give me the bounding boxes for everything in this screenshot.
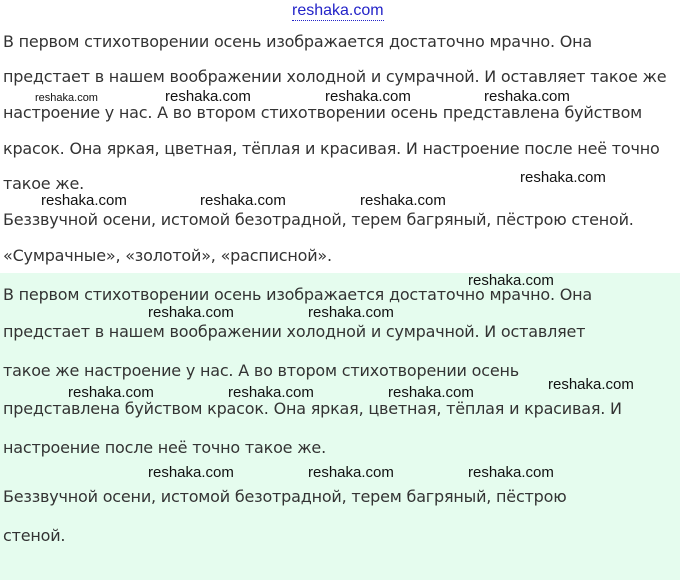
answer-block-1	[0, 0, 680, 273]
site-link[interactable]: reshaka.com	[292, 2, 384, 19]
watermark: reshaka.com	[308, 464, 394, 481]
answer-1-line-5: такое же.	[3, 174, 85, 193]
watermark: reshaka.com	[200, 192, 286, 209]
answer-1-line-1: В первом стихотворении осень изображается достаточно мрачно. Она	[3, 32, 593, 51]
watermark: reshaka.com	[468, 464, 554, 481]
watermark: reshaka.com	[228, 384, 314, 401]
watermark: reshaka.com	[41, 192, 127, 209]
answer-2-line-5: настроение после неё точно такое же.	[3, 438, 326, 457]
watermark: reshaka.com	[148, 464, 234, 481]
watermark: reshaka.com	[468, 272, 554, 289]
watermark: reshaka.com	[325, 88, 411, 105]
watermark: reshaka.com	[360, 192, 446, 209]
watermark: reshaka.com	[68, 384, 154, 401]
answer-2-line-4: представлена буйством красок. Она яркая, цветная, тёплая и красивая. И	[3, 399, 622, 418]
watermark: reshaka.com	[308, 304, 394, 321]
watermark: reshaka.com	[484, 88, 570, 105]
watermark: reshaka.com	[548, 376, 634, 393]
answer-2-line-1: В первом стихотворении осень изображается достаточно мрачно. Она	[3, 285, 593, 304]
answer-2-p2-line-1: Беззвучной осени, истомой безотрадной, терем багряный, пёстрою	[3, 487, 567, 506]
watermark: reshaka.com	[388, 384, 474, 401]
answer-1-paragraph-3: «Сумрачные», «золотой», «расписной».	[3, 246, 332, 265]
answer-1-paragraph-2: Беззвучной осени, истомой безотрадной, терем багряный, пёстрою стеной.	[3, 210, 634, 229]
answer-1-line-4: красок. Она яркая, цветная, тёплая и красивая. И настроение после неё точно	[3, 139, 660, 158]
answer-2-line-2: предстает в нашем воображении холодной и сумрачной. И оставляет	[3, 322, 586, 341]
watermark: reshaka.com	[520, 169, 606, 186]
answer-2-p2-line-2: стеной.	[3, 526, 66, 545]
watermark: reshaka.com	[35, 92, 98, 104]
answer-2-line-3: такое же настроение у нас. А во втором стихотворении осень	[3, 361, 519, 380]
watermark: reshaka.com	[148, 304, 234, 321]
watermark: reshaka.com	[165, 88, 251, 105]
answer-1-line-3: настроение у нас. А во втором стихотворении осень представлена буйством	[3, 103, 643, 122]
answer-1-line-2: предстает в нашем воображении холодной и сумрачной. И оставляет такое же	[3, 67, 667, 86]
